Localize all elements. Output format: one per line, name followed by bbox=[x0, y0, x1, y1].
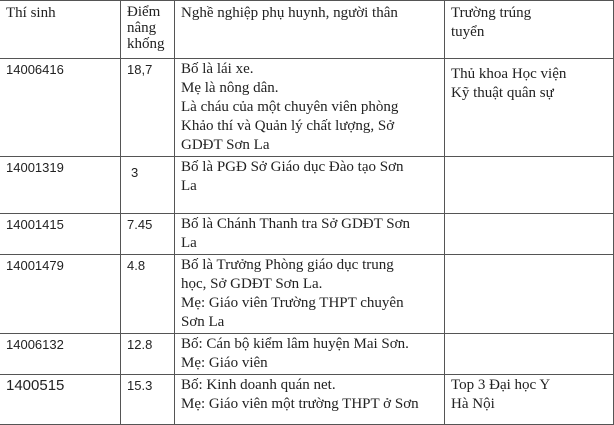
candidate-id: 14001415 bbox=[0, 214, 121, 255]
inflated-score: 12.8 bbox=[121, 334, 175, 375]
header-candidate: Thí sinh bbox=[0, 1, 121, 59]
table-header-row bbox=[0, 1, 614, 59]
candidate-id: 14006132 bbox=[0, 334, 121, 375]
header-occupation: Nghề nghiệp phụ huynh, người thân bbox=[175, 1, 445, 59]
occupation-cell: Bố là PGĐ Sở Giáo dục Đào tạo Sơn La bbox=[175, 157, 445, 214]
table-row bbox=[0, 375, 614, 425]
school-cell bbox=[445, 255, 614, 334]
table-row bbox=[0, 255, 614, 334]
table-row bbox=[0, 157, 614, 214]
header-school: Trường trúng tuyển bbox=[445, 1, 614, 59]
occupation-cell: Bố là lái xe. Mẹ là nông dân. Là cháu của một chuyên viên phòng Khảo thí và Quản lý chất lượng, Sở GDĐT Sơn La bbox=[175, 59, 445, 157]
school-cell bbox=[445, 334, 614, 375]
occupation-cell: Bố: Cán bộ kiểm lâm huyện Mai Sơn. Mẹ: Giáo viên bbox=[175, 334, 445, 375]
school-cell bbox=[445, 157, 614, 214]
candidate-id: 14001319 bbox=[0, 157, 121, 214]
table-row bbox=[0, 214, 614, 255]
header-score: Điểm nâng khống bbox=[121, 1, 175, 59]
school-cell: Top 3 Đại học Y Hà Nội bbox=[445, 375, 614, 425]
candidate-id: 14001479 bbox=[0, 255, 121, 334]
school-cell: Thủ khoa Học viện Kỹ thuật quân sự bbox=[445, 59, 614, 157]
occupation-cell: Bố là Chánh Thanh tra Sở GDĐT Sơn La bbox=[175, 214, 445, 255]
table-row bbox=[0, 59, 614, 157]
inflated-score: 4.8 bbox=[121, 255, 175, 334]
inflated-score: 3 bbox=[121, 157, 175, 214]
occupation-cell: Bố: Kinh doanh quán net. Mẹ: Giáo viên một trường THPT ở Sơn bbox=[175, 375, 445, 425]
inflated-score: 15.3 bbox=[121, 375, 175, 425]
table-row bbox=[0, 334, 614, 375]
candidate-id: 14006416 bbox=[0, 59, 121, 157]
school-cell bbox=[445, 214, 614, 255]
occupation-cell: Bố là Trưởng Phòng giáo dục trung học, Sở GDĐT Sơn La. Mẹ: Giáo viên Trường THPT chuyên Sơn La bbox=[175, 255, 445, 334]
candidate-id: 1400515 bbox=[0, 375, 121, 425]
inflated-score: 18,7 bbox=[121, 59, 175, 157]
inflated-score: 7.45 bbox=[121, 214, 175, 255]
